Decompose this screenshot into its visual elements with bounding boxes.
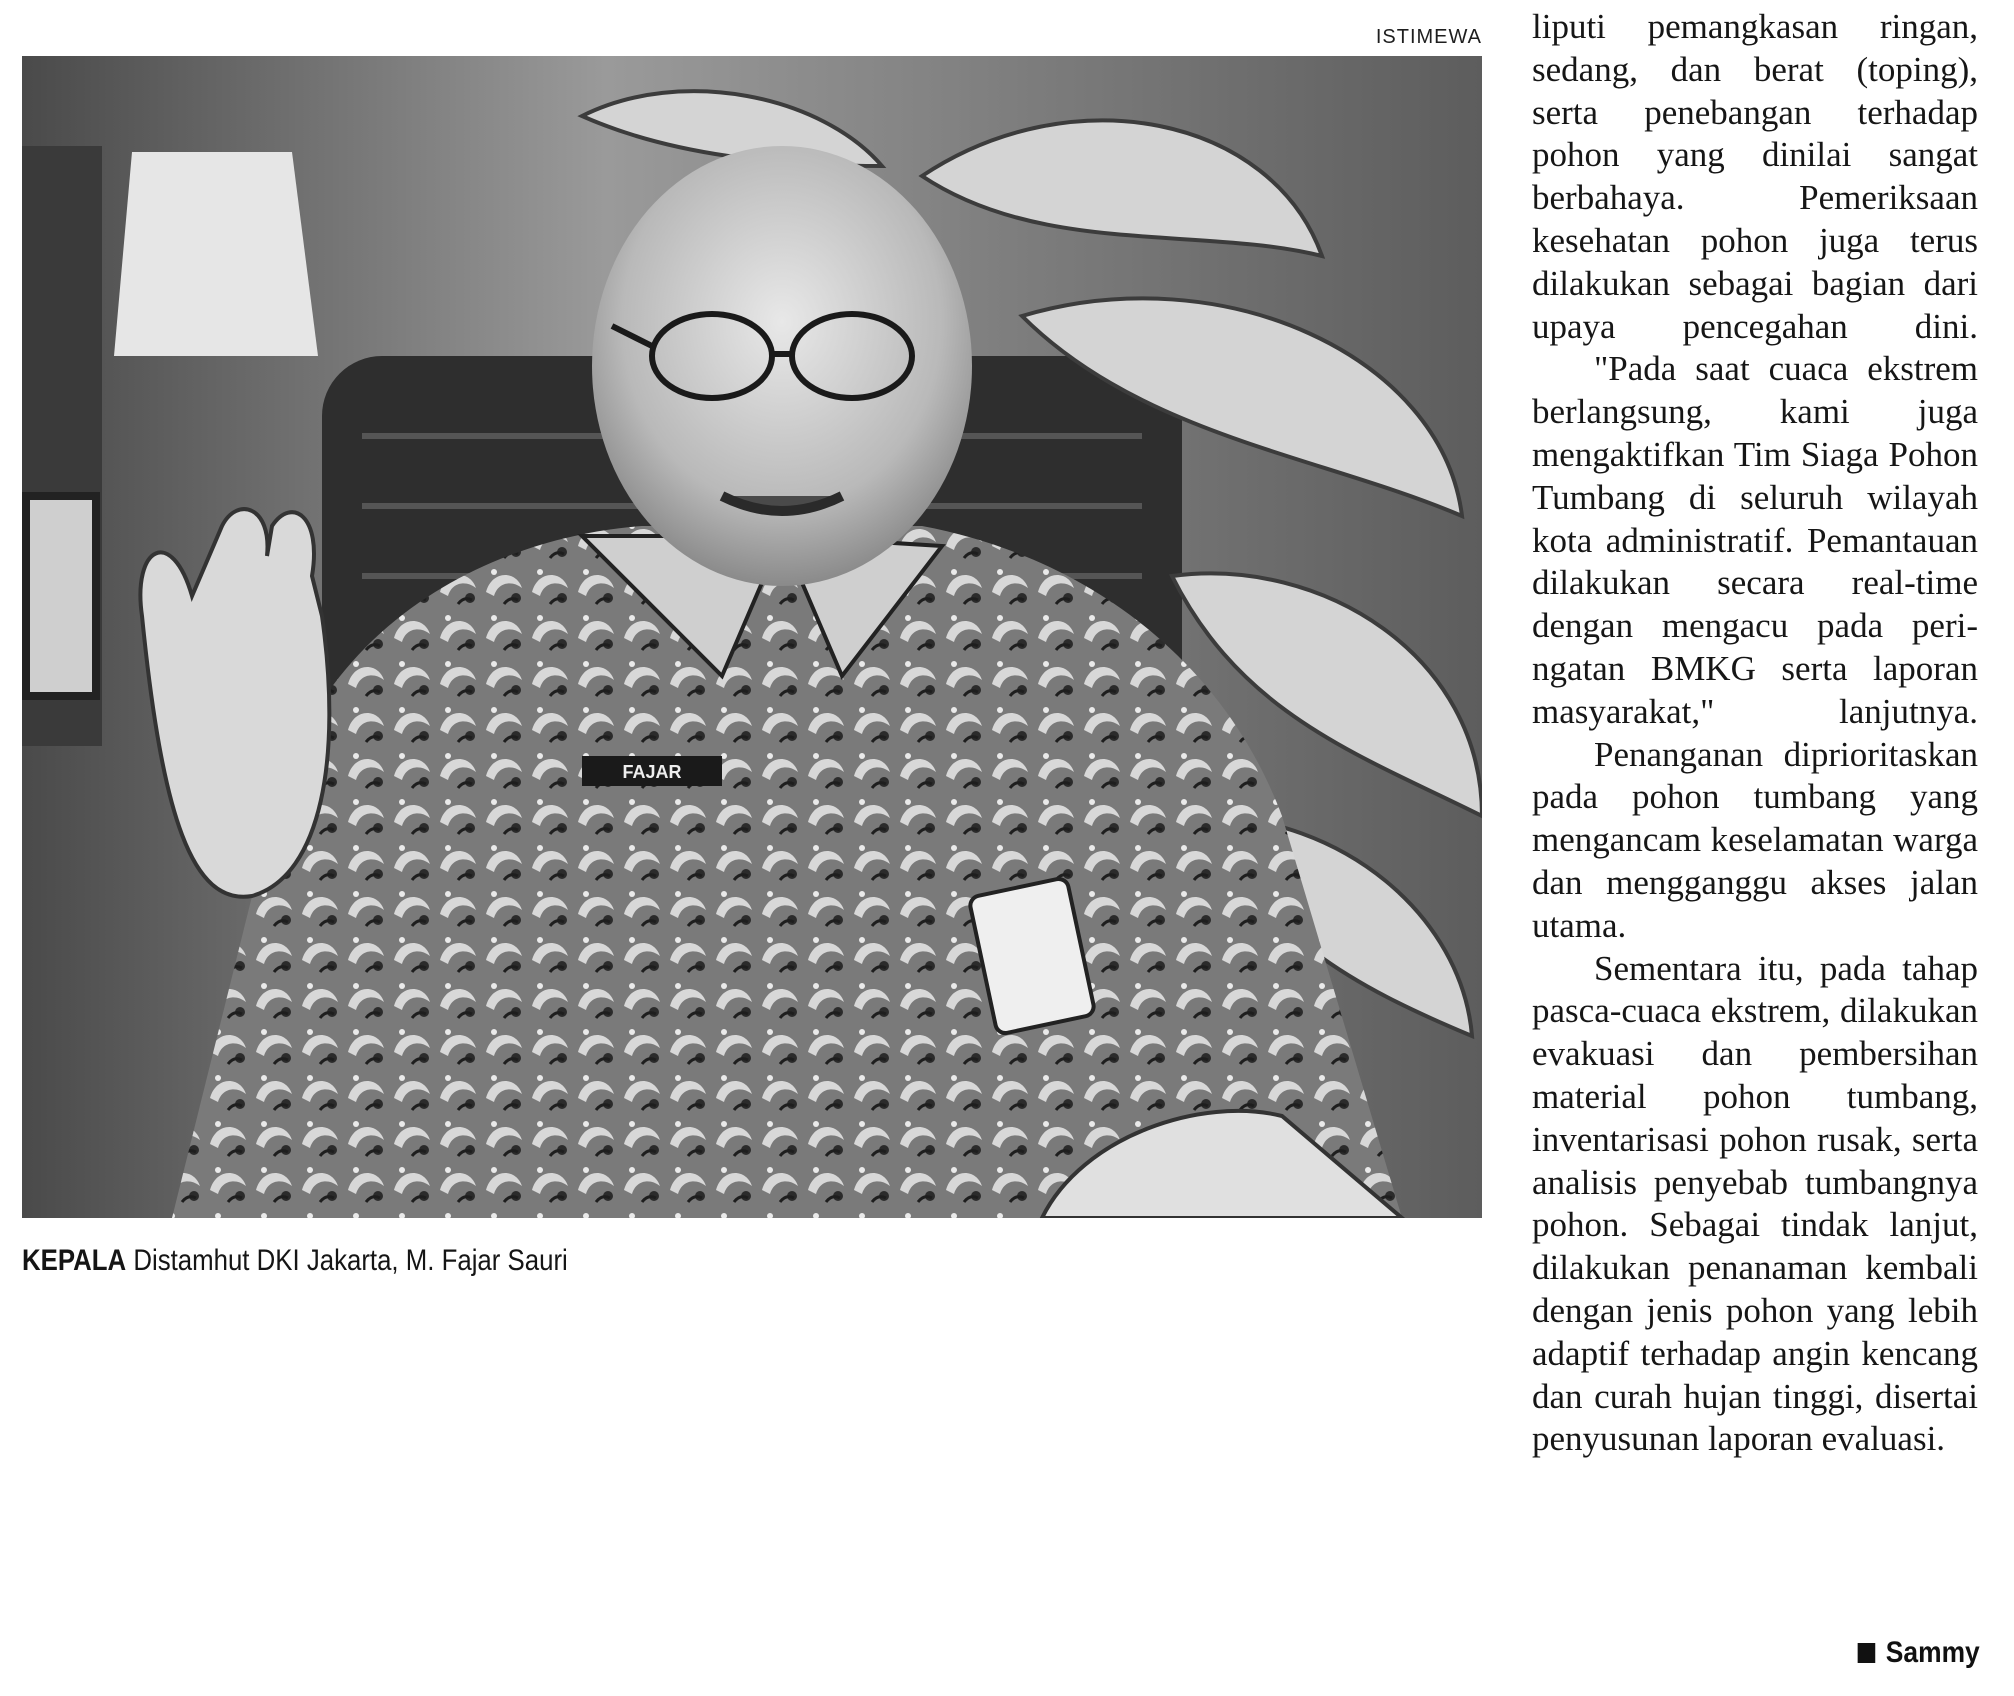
- article-paragraph: "Pada saat cuaca ekstrem berlangsung, kami juga mengaktifkan Tim Siaga Pohon Tumbang di seluruh wilayah kota administratif. Pemantauan dilakukan secara real-time dengan mengacu pada peringatan BMKG serta laporan masyarakat," lanjutnya.: [1532, 349, 1978, 731]
- article-paragraph: Penanganan diprioritaskan pada pohon tumbang yang mengancam keselamatan warga dan mengganggu akses jalan utama.: [1532, 734, 1978, 945]
- news-photo: [22, 56, 1482, 1218]
- byline: [1858, 1636, 1980, 1670]
- article-paragraph: Sementara itu, pada tahap pasca-cuaca ekstrem, dilakukan evakuasi dan pembersihan material pohon tumbang, inventarisasi pohon rusak, serta analisis penyebab tumbangnya pohon. Sebagai tindak lanjut, dilakukan penanaman kembali dengan jenis pohon yang lebih adaptif terhadap angin kencang dan curah hujan tinggi, disertai penyusunan laporan evaluasi.: [1532, 948, 1978, 1459]
- article-column: [1532, 6, 1978, 1461]
- end-mark-square-icon: [1858, 1643, 1876, 1663]
- caption-lead: KEPALA: [22, 1244, 127, 1277]
- caption-text: Distamhut DKI Jakarta, M. Fajar Sauri: [126, 1244, 568, 1277]
- name-badge-text: FAJAR: [622, 762, 682, 782]
- article-paragraph: liputi pemangkasan ringan, sedang, dan berat (toping), serta penebangan terhadap pohon yang dinilai sangat berbahaya. Pemeriksaan kesehatan pohon juga terus dilakukan sebagai bagian dari upaya pencegahan dini.: [1532, 7, 1978, 346]
- photo-caption: [22, 1244, 568, 1278]
- photo-credit: ISTIMEWA: [1375, 26, 1482, 48]
- photo-illustration: [22, 56, 1482, 1218]
- byline-author: Sammy: [1886, 1636, 1980, 1669]
